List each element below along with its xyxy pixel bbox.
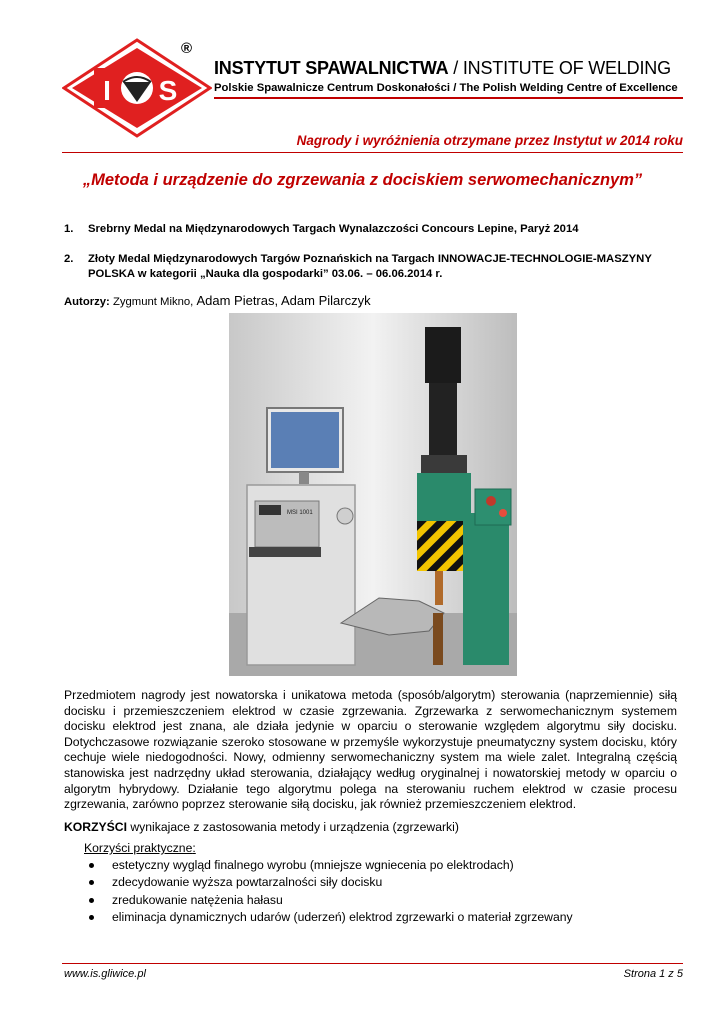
benefits-heading bbox=[64, 820, 459, 834]
benefit-text: zredukowanie natężenia hałasu bbox=[112, 892, 283, 907]
awards-heading: Nagrody i wyróżnienia otrzymane przez Instytut w 2014 roku bbox=[296, 133, 683, 148]
authors-line bbox=[64, 293, 371, 308]
benefits-heading-rest: wynikajace z zastosowania metody i urządzenia (zgrzewarki) bbox=[126, 820, 459, 834]
logo-letter-i: I bbox=[103, 75, 111, 106]
list-item bbox=[84, 874, 573, 891]
bullet-icon bbox=[89, 863, 94, 868]
benefit-text: eliminacja dynamicznych udarów (uderzeń) elektrod zgrzewarki o materiał zgrzewany bbox=[112, 909, 573, 924]
bullet-icon bbox=[89, 898, 94, 903]
award-number: 1. bbox=[64, 223, 74, 235]
benefit-text: estetyczny wygląd finalnego wyrobu (mniejsze wgniecenia po elektrodach) bbox=[112, 858, 514, 872]
award-text: Srebrny Medal na Międzynarodowych Targach Wynalazczości Concours Lepine, Paryż 2014 bbox=[88, 223, 579, 235]
header-divider bbox=[214, 97, 683, 99]
institute-title-rest: / INSTITUTE OF WELDING bbox=[448, 58, 671, 78]
award-text: Złoty Medal Międzynarodowych Targów Poznańskich na Targach INNOWACJE-TECHNOLOGIE-MASZYNY POLSKA w kategorii „Nauka dla gospodarki” 03.06. – 06.06.2014 r. bbox=[88, 253, 652, 280]
institute-subtitle: Polskie Spawalnicze Centrum Doskonałości / The Polish Welding Centre of Excellence bbox=[214, 82, 678, 94]
welding-machine-photo bbox=[229, 313, 517, 676]
benefits-subheading-text: Korzyści praktyczne bbox=[84, 841, 193, 855]
benefits-heading-bold: KORZYŚCI bbox=[64, 820, 127, 834]
bullet-icon bbox=[89, 880, 94, 885]
benefits-subheading-colon: : bbox=[192, 841, 196, 855]
main-title: „Metoda i urządzenie do zgrzewania z dociskiem serwomechanicznym” bbox=[82, 171, 643, 189]
award-number: 2. bbox=[64, 253, 74, 265]
authors-label: Autorzy: bbox=[64, 296, 110, 308]
authors-rest: Adam Pietras, Adam Pilarczyk bbox=[196, 293, 371, 308]
description-paragraph: Przedmiotem nagrody jest nowatorska i unikatowa metoda (sposób/algorytm) sterowania (naprzemiennie) siłą docisku i przemieszczeniem elektrod w czasie zgrzewania. Zgrzewarka z serwomechanicznym systemem docisku elektrod jest znana, ale działa jedynie w oparciu o sterowanie względem algorytmu siły docisku. Dotychczasowe rozwiązanie szeroko stosowane w przemyśle wykorzystuje pneumatyczny system docisku, który cechuje wiele niedogodności. Nowy, odmienny serwomechaniczny system ma wiele zalet. Integralną częścią stanowiska jest nadrzędny układ sterowania, działający według oryginalnej i nowatorskiej metody w oparciu o algorytm hybrydowy. Działanie tego algorytmu polega na sterowaniu ruchem elektrod w czasie procesu zgrzewania, zarówno poprzez sterowanie siłą docisku, jak również przemieszczeniem elektrod. bbox=[64, 688, 677, 812]
footer-website-link[interactable]: www.is.gliwice.pl bbox=[64, 968, 146, 980]
benefits-subheading bbox=[84, 841, 196, 855]
logo-letter-s: S bbox=[158, 75, 178, 106]
footer-divider bbox=[62, 963, 683, 964]
institute-title bbox=[214, 58, 671, 79]
monitor-label: MSI 1001 bbox=[287, 510, 313, 516]
registered-mark: ® bbox=[181, 40, 193, 57]
bullet-icon bbox=[89, 915, 94, 920]
list-item bbox=[84, 892, 573, 909]
footer-page-number: Strona 1 z 5 bbox=[623, 968, 683, 980]
list-item bbox=[84, 909, 573, 926]
awards-divider bbox=[62, 152, 683, 153]
benefit-text: zdecydowanie wyższa powtarzalności siły docisku bbox=[112, 875, 383, 890]
institute-title-bold: INSTYTUT SPAWALNICTWA bbox=[214, 58, 449, 78]
benefits-list bbox=[84, 857, 573, 926]
list-item bbox=[84, 857, 573, 874]
author-first: Zygmunt Mikno, bbox=[109, 296, 197, 308]
